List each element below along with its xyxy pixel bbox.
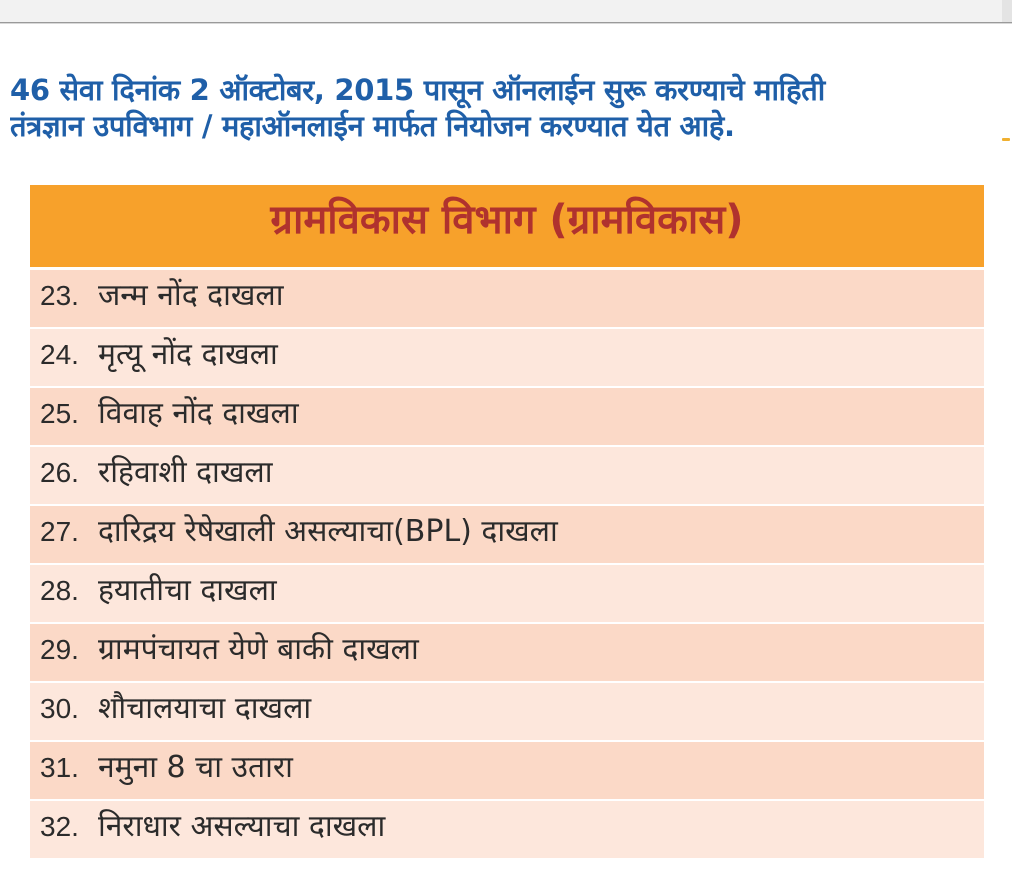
- top-toolbar-strip: [0, 0, 1012, 23]
- table-row: [30, 683, 984, 742]
- row-label: मृत्यू नोंद दाखला: [98, 337, 278, 372]
- intro-line-1: 46 सेवा दिनांक 2 ऑक्टोबर, 2015 पासून ऑनलाईन सुरू करण्याचे माहिती: [10, 73, 826, 107]
- row-number: 24.: [40, 339, 79, 370]
- table-row: [30, 329, 984, 388]
- row-label: दारिद्रय रेषेखाली असल्याचा(BPL) दाखला: [98, 514, 558, 549]
- table-row: [30, 506, 984, 565]
- table-row: [30, 447, 984, 506]
- intro-line-2: तंत्रज्ञान उपविभाग / महाऑनलाईन मार्फत नियोजन करण्यात येत आहे.: [10, 109, 735, 143]
- row-label: शौचालयाचा दाखला: [98, 691, 312, 726]
- table-row: [30, 801, 984, 860]
- row-label: हयातीचा दाखला: [98, 573, 277, 608]
- row-number: 30.: [40, 693, 79, 724]
- row-label: निराधार असल्याचा दाखला: [98, 809, 386, 844]
- row-number: 31.: [40, 752, 79, 783]
- table-row: [30, 624, 984, 683]
- table-row: [30, 742, 984, 801]
- row-number: 32.: [40, 811, 79, 842]
- row-number: 29.: [40, 634, 79, 665]
- intro-paragraph: [10, 72, 1010, 144]
- row-label: जन्म नोंद दाखला: [98, 278, 284, 313]
- table-header: ग्रामविकास विभाग (ग्रामविकास): [30, 185, 984, 270]
- row-number: 28.: [40, 575, 79, 606]
- row-label: रहिवाशी दाखला: [98, 455, 273, 490]
- table-row: [30, 388, 984, 447]
- toolbar-corner: [1002, 0, 1012, 22]
- row-number: 23.: [40, 280, 79, 311]
- services-table: [30, 185, 984, 860]
- decorative-mark: [1002, 138, 1010, 141]
- row-label: विवाह नोंद दाखला: [98, 396, 299, 431]
- table-row: [30, 270, 984, 329]
- row-label: ग्रामपंचायत येणे बाकी दाखला: [98, 632, 419, 667]
- row-label: नमुना 8 चा उतारा: [98, 750, 293, 785]
- row-number: 27.: [40, 516, 79, 547]
- row-number: 25.: [40, 398, 79, 429]
- table-row: [30, 565, 984, 624]
- row-number: 26.: [40, 457, 79, 488]
